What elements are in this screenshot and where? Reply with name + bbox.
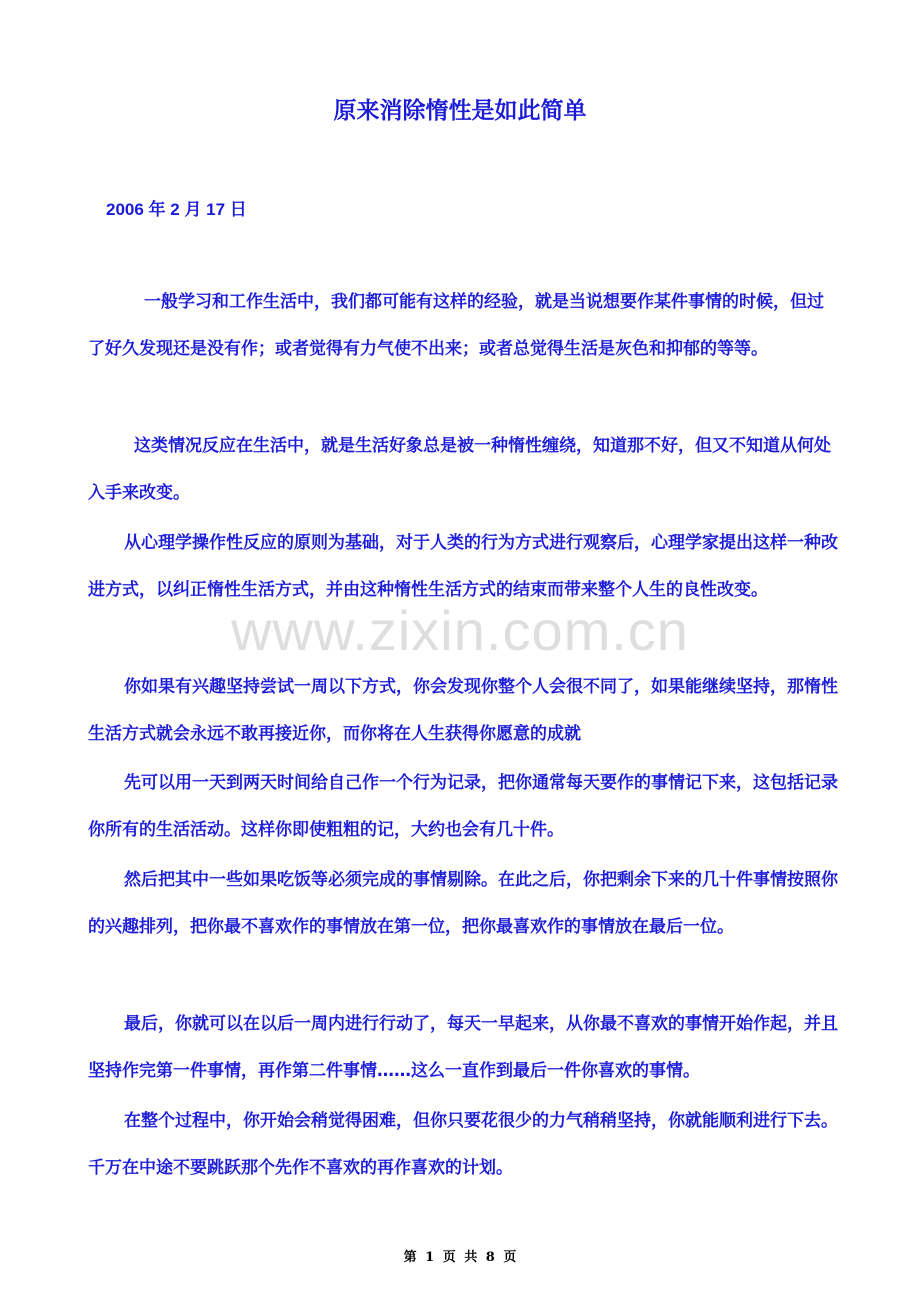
paragraph-2: 这类情况反应在生活中，就是生活好象总是被一种惰性缠绕，知道那不好，但又不知道从何处入手来改变。	[88, 436, 831, 503]
page-footer: 第 1 页 共 8 页	[403, 1250, 517, 1265]
document-date: 2006 年 2 月 17 日	[106, 200, 247, 219]
document-title: 原来消除惰性是如此简单	[333, 98, 587, 124]
paragraph-7: 最后，你就可以在以后一周内进行行动了，每天一早起来，从你最不喜欢的事情开始作起，并且坚持作完第一件事情，再作第二件事情……这么一直作到最后一件你喜欢的事情。	[88, 1014, 838, 1081]
watermark: www.zixin.com.cn	[231, 599, 689, 662]
paragraph-3: 从心理学操作性反应的原则为基础，对于人类的行为方式进行观察后，心理学家提出这样一种改进方式，以纠正惰性生活方式，并由这种惰性生活方式的结束而带来整个人生的良性改变。	[88, 533, 838, 600]
paragraph-5: 先可以用一天到两天时间给自己作一个行为记录，把你通常每天要作的事情记下来，这包括记录你所有的生活活动。这样你即使粗粗的记，大约也会有几十件。	[88, 773, 838, 840]
paragraph-4: 你如果有兴趣坚持尝试一周以下方式，你会发现你整个人会很不同了，如果能继续坚持，那惰性生活方式就会永远不敢再接近你，而你将在人生获得你愿意的成就	[88, 677, 838, 744]
paragraph-6: 然后把其中一些如果吃饭等必须完成的事情剔除。在此之后，你把剩余下来的几十件事情按照你的兴趣排列，把你最不喜欢作的事情放在第一位，把你最喜欢作的事情放在最后一位。	[88, 870, 838, 937]
paragraph-1: 一般学习和工作生活中，我们都可能有这样的经验，就是当说想要作某件事情的时候，但过了好久发现还是没有作；或者觉得有力气使不出来；或者总觉得生活是灰色和抑郁的等等。	[88, 292, 824, 359]
paragraph-8: 在整个过程中，你开始会稍觉得困难，但你只要花很少的力气稍稍坚持，你就能顺利进行下去。千万在中途不要跳跃那个先作不喜欢的再作喜欢的计划。	[88, 1111, 838, 1178]
